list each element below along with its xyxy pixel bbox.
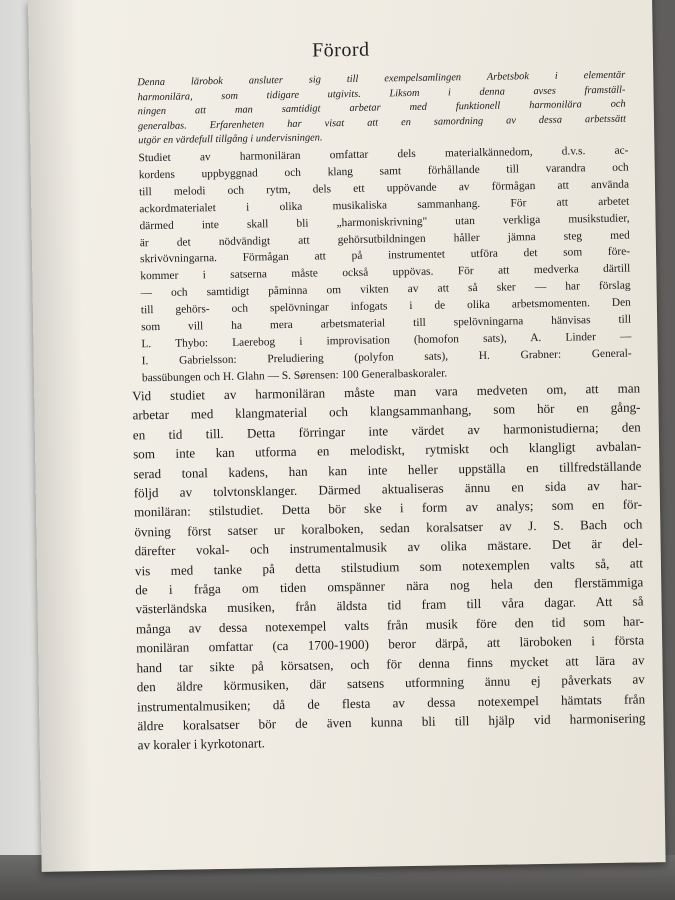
text-line: generalbas. Erfarenheten har visat att en samordning av dessa arbetssätt [137, 113, 627, 133]
text-line: I. Gabrielsson: Preludiering (polyfon sats), H. Grabner: General- [141, 347, 632, 368]
text-line: vis med tanke på detta stilstudium som notexemplen valts så, att [134, 555, 644, 579]
text-line: harmonilära, som tidigare utgivits. Liksom i denna avses framställ- [137, 84, 626, 103]
text-line: äldre koralsatser bör de även kunna bli till hjälp vid harmonisering [137, 710, 646, 734]
text-line: serad tonal kadens, han kan inte heller uppställa en tillfredställande [133, 458, 642, 482]
page-title: Förord [311, 38, 370, 62]
text-line: de i fråga om tiden omspänner nära nog hela den flerstämmiga [135, 574, 644, 598]
text-line: av koraler i kyrkotonart. [137, 735, 266, 753]
paragraph-3 [132, 378, 646, 755]
text-line: moniläran omfattar (ca 1700-1900) beror därpå, att läroboken i första [136, 632, 645, 656]
text-line: den äldre körmusiken, där satsens utformning ännu ej påverkats av [136, 671, 645, 695]
text-line: är det nödvändigt att gehörsutbildningen håller jämna steg med [139, 229, 630, 249]
text-line: därefter vokal- och instrumentalmusik av olika mästare. Det är del- [134, 535, 643, 559]
text-line: Vid studiet av harmoniläran måste man vara medveten om, att man [132, 380, 641, 404]
text-line: arbetar med klangmaterial och klangsammanhang, som hör en gång- [132, 399, 641, 423]
text-line: Denna lärobok ansluter sig till exempelsamlingen Arbetsbok i elementär [137, 69, 626, 89]
text-line: skrivövningarna. Förmågan att på instrumentet utföra det som före- [139, 246, 631, 266]
text-line: bassübungen och H. Glahn — S. Sørensen: 100 Generalbaskoraler. [141, 367, 448, 385]
text-line: många av dessa notexempel valts från musik före den tid som har- [135, 613, 644, 637]
text-line: därmed inte skall bli „harmoniskrivning" utan verkliga musikstudier, [139, 212, 630, 232]
text-line: utgör en värdefull tillgång i undervisningen. [138, 132, 323, 147]
text-line: till gehörs- och spelövningar infogats i de olika arbetsmomenten. Den [140, 296, 631, 317]
book-page [28, 0, 666, 872]
text-line: följd av tolvtonsklanger. Därmed aktualiseras ännu en sida av har- [133, 477, 642, 501]
text-line: kommer i satserna måste också uppövas. För att medverka därtill [140, 262, 631, 283]
text-line: till melodi och rytm, dels ett uppövande av förmågan att använda [138, 178, 630, 199]
text-line: hand tar sikte på körsatsen, och för denna finns mycket att lära av [136, 652, 645, 676]
paragraph-1 [137, 69, 626, 150]
text-line: Studiet av harmoniläran omfattar dels materialkännedom, d.v.s. ac- [138, 144, 629, 165]
text-line: en tid till. Detta förringar inte värdet av harmonistudierna; den [132, 419, 641, 443]
text-line: kordens uppbyggnad och klang samt förhållande till varandra och [138, 161, 629, 182]
text-line: ningen att man samtidigt arbetar med funktionell harmonilära och [137, 98, 626, 118]
paragraph-2 [138, 143, 632, 387]
text-line: som vill ha mera arbetsmaterial till spelövningarna hänvisas till [141, 313, 632, 334]
text-line: övning först satser ur koralboken, sedan koralsatser av J. S. Bach och [134, 516, 643, 540]
text-line: instrumentalmusiken; då de flesta av dessa notexempel hämtats från [136, 690, 646, 714]
text-line: ackordmaterialet i olika musikaliska sammanhang. För att arbetet [139, 195, 630, 215]
text-line: västerländska musiken, från äldsta tid fram till våra dagar. Att så [135, 593, 644, 617]
text-line: moniläran: stilstudiet. Detta bör ske i form av analys; som en för- [133, 496, 643, 520]
text-line: L. Thybo: Laerebog i improvisation (homofon sats), A. Linder — [141, 330, 632, 351]
text-line: — och samtidigt påminna om vikten av att så sker — har förslag [140, 279, 631, 300]
text-line: som inte kan utforma en melodiskt, rytmiskt och klangligt avbalan- [133, 438, 642, 462]
